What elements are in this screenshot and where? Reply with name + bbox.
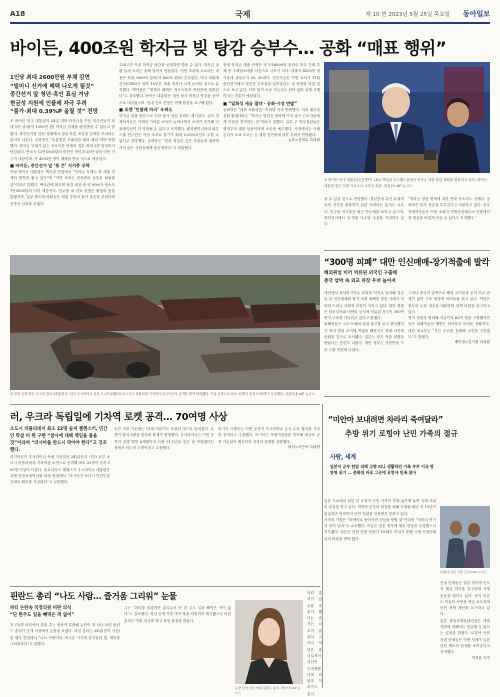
rohingya-body-3: 인권 단체들은 일본 정부에 인도적 체류 허가를 촉구하며 서명 운동을 벌이고 있다. 현지 언론도 이들의 사연을 연일 보도하며 난민 정책 개선을 요구하고 있다. xyxy=(440,581,490,617)
taiwan-body-4: 현지 경찰과 협력해 지금까지 60여 명을 구출했지만 남은 피해자들의 행방은 파악하기 어려운 상황이다. 대만 외교부는 “모든 수단을 동원해 국민을 구하겠다”고 밝혔다. xyxy=(408,316,490,340)
rohingya-family-photo xyxy=(440,506,490,568)
lead-subhead-1: ■ 바이든, 중간선거 앞 ‘통 큰’ 지지층 공략 xyxy=(10,163,90,169)
taiwan-column-2 xyxy=(408,290,490,388)
biden-photo xyxy=(324,62,490,173)
rohingya-column-2 xyxy=(440,580,490,686)
destroyed-train-illustration xyxy=(10,255,320,390)
taiwan-body-1: 대만에서 동남아시아로 취업을 미끼로 납치돼 감금된 뒤 인신매매와 장기 적출 피해를 당한 사례가 잇따라 드러나 사회적 파장이 커지고 있다. 대만 경찰은 캄보디아와 미얀마 등지에 억류된 자국민 300여 명이 구조를 기다리고 있다고 밝혔다. xyxy=(324,291,404,321)
vertical-divider xyxy=(322,404,323,688)
rohingya-deck: 추방 위기 로힝야 난민 가족의 절규 xyxy=(345,429,458,438)
lead-column-2 xyxy=(119,62,219,248)
biden-photo-illustration xyxy=(324,62,490,173)
lead-headline: 바이든, 400조원 학자금 빚 탕감 승부수… 공화 “매표 행위” xyxy=(10,39,447,59)
lead-subhead-3: ■ “일회성 세금 절약 · 공화·시장 반발” xyxy=(223,100,297,106)
rohingya-subdeck: 일본서 군부 탄압 피해 고향 떠나 생활하던 가족 부부 이국 땅 망명 위기 … 문화대 바로 그곳에 로힝야 민족 찾아 xyxy=(330,464,434,476)
masthead-rule xyxy=(10,22,490,24)
page-number: A18 xyxy=(10,10,26,18)
rohingya-byline: 이지윤 기자 xyxy=(471,655,490,660)
finland-column-1 xyxy=(10,622,120,684)
ukraine-headline: 러, 우크라 독립일에 기차역 로켓 공격… 70여명 사상 xyxy=(10,412,228,423)
lead-right-body-b: “학자금 탕감 정책에 대한 반대 목소리도 거세다. 공화당은 물가 상승을 부추긴다고 비판하고 있다. 일부 경제학자들은 이번 조치가 연방준비제도의 인플레이션 대응을 어렵게 만들 수 있다고 지적했다.” xyxy=(408,197,490,220)
rohingya-column-1 xyxy=(324,498,436,686)
rohingya-headline: “미안마 보내려면 차라리 죽여달라” xyxy=(328,415,443,424)
ukraine-train-photo xyxy=(10,255,320,390)
lead-body-2: 이날 바이든 대통령은 백악관 연설에서 “학자금 부채는 한 세대 전체의 발목을 잡고 있다”며 “이번 조치는 중산층의 숨통을 틔워줄 것”이라고 말했다. 백악관에 따르면 탕감 대상 중 약 90%가 연소득 7만5000달러 이하 계층이다. 민주당 내 진보 진영은 환영의 뜻을 밝혔지만, 일부 중도파 의원들은 재정 부담과 물가 상승을 우려하며 신중한 입장을 보였다. xyxy=(10,170,115,206)
lead-subhead-2: ■ 로젠 ‘인플레 자극’ 우려도 xyxy=(119,107,173,113)
biden-photo-caption: 조 바이든 미국 대통령(오른쪽)이 24일 백악관 루스벨트룸에서 학자금 대출 탕감 계획을 발표하고 있다. 바이든 대통령 옆은 미겔 카르도나 교육부 장관. 워싱턴=AP 뉴시스 xyxy=(324,178,487,188)
lead-body-6: 공화당은 “대표 포퓰리즘” 이라며 즉각 반발했다. 미치 매코널 상원 원내대표는 “학자금 탕감은 대학에 가지 않은 근로자들에게 부담을 전가하는 것”이라고 말했다. 일부 주 법무장관들은 행정부의 권한 남용이라며 소송을 예고했다. 시장에서는 국채 금리가 소폭 오르는 등 재정 건전성에 대한 우려가 반영됐다. xyxy=(223,107,320,137)
divider-finland-top xyxy=(10,586,320,587)
rohingya-subdeck-box xyxy=(330,464,438,494)
lead-deck-line: “빌미니 선거에 혜택 나오게 될것” xyxy=(10,83,94,90)
ukraine-body-4: 러시아 국방부는 이번 공격이 우크라이나 군사 수송 열차를 겨냥한 것이라고 주장했다. 러시아는 독립기념일을 전후해 대규모 공격 가능성이 제기되자 각지의 경계를 강화했다. xyxy=(218,427,320,444)
rohingya-section-label: 사람, 세계 xyxy=(330,454,356,461)
taiwan-deck-line: 해외취업 미끼 억류된 외국인 구출해 xyxy=(324,271,397,276)
masthead xyxy=(10,8,490,22)
lead-deck xyxy=(10,74,115,117)
lead-right-body-a: 을 수 있을 것으로 전망했다. 청년층과 흑인 유권자들의 지지를 회복하기 위한 조치라는 분석도 나온다. 민주당 지지율은 최근 반등세를 보이고 있으며, 중간선거에서 상·하원 다수당 수성을 기대하고 있다. xyxy=(324,197,404,227)
divider-taiwan-top xyxy=(324,250,490,251)
lead-column-3 xyxy=(223,62,320,248)
family-photo-illustration xyxy=(440,506,490,568)
finland-body-3: 마린 총리가 업무를 소홀히 했다는 증거는 나오지 않았다. 그러나 야당은 총리로서의 처신이 부적절했다며 비판을 이어가고 있다. xyxy=(307,591,322,696)
divider-ukraine-top xyxy=(10,404,320,405)
lead-right-col-b xyxy=(408,196,490,246)
lead-deck-line: “불가·최대 0.39%P 올릴 것” 전망 xyxy=(10,109,98,115)
finland-deck-line: “단 한주도 일을 빼먹은 적 없어” xyxy=(10,613,75,618)
finland-photo-caption: 눈물 보인 산나 마린 핀란드 총리. 라흐티=AP 뉴시스 xyxy=(235,686,301,695)
rohingya-photo-caption: 로힝야 난민 가족 도쿄=AP 뉴시스 xyxy=(440,570,487,574)
ukraine-body-3: 숨진 사람 가운데는 11세 어린이도 포함된 것으로 알려졌다. 로켓이 열차 5량을 덮치며 화재가 발생했다. 우크라이나는 이번 공격이 전쟁 발발 6개월이자 독립 31주년을 맞은 날 이뤄졌다는 점에서 의도적 도발이라고 주장했다. xyxy=(114,427,214,450)
taiwan-headline: “300명 피폐” 대만 인신매매-장기적출에 발칵 xyxy=(324,257,490,267)
finland-deck-line: 파티 논란속 국정의원 비판 의식 xyxy=(10,606,72,611)
newspaper-logo: 동아일보 xyxy=(462,10,490,18)
lead-byline: 뉴욕=김현수 특파원 xyxy=(288,138,320,143)
rohingya-body-4: 일본 출입국재류관리청은 개별 사안에 대해서는 언급할 수 없다는 입장을 밝혔다. 로힝야 난민 지원 단체들은 이번 사례가 일본 난민 제도의 문제를 보여준다고 지적했다. xyxy=(440,618,490,655)
lead-deck-line: 현금성 지원에 인플레 자극 우려 xyxy=(10,100,87,107)
ukraine-column-3 xyxy=(218,426,320,582)
taiwan-deck-line: 중국 압박 속 외교 파장 우려 높아져 xyxy=(324,278,396,284)
lead-body-3: 124시간 이내 학자금 탕감을 신청하면 받을 수 있다. 학자금 상환 유예 조치는 올해 말까지 연장된다. 이번 조치에 소요되는 비용은 최대 3000억 달러(약 400조 원)로 추산된다. 미국 의회예산국(CBO)은 향후 10년간 재정 적자가 크게 늘어날 것으로 분석했다. 백악관은 “정책의 혜택은 저소득층과 중산층에 집중된다”고 강조했다. 바이든 대통령은 대선 당시 학자금 탕감을 공약으로 내걸었으며, 당내 진보 진영은 전액 탕감을 요구해 왔다. xyxy=(119,63,219,105)
taiwan-column-1 xyxy=(324,290,404,388)
ukraine-body-2: 러시아군이 우크라이나 독립 기념일인 24일(현지 시간) 동부 소도시 차플리네의 기차역을 로켓으로 공격해 최소 22명이 숨지고 50명 이상이 다쳤다. 볼로디미르 젤렌스키 우크라이나 대통령은 유엔 안전보장이사회 화상 연설에서 “러시아가 또다시 민간인을 상대로 테러를 저질렀다”고 규탄했다. xyxy=(10,455,110,485)
finland-deck xyxy=(10,605,120,619)
taiwan-byline: 베이징=김기용 특파원 xyxy=(454,340,490,345)
finland-body-2: 그는 “파티를 즐겼지만 총리로서 단 한 주도 일을 빼먹은 적이 없다”고 강조했다. 영상 공개 이후 마약 복용 의혹까지 제기됐으나 마린 총리는 약물 검사를 받고 음성 판정을 받았다. xyxy=(124,606,231,623)
rohingya-body-2: 가족의 가장은 “미얀마로 돌아가면 죽임을 당할 것”이라며 “차라리 여기서 죽여 달라”고 호소했다. 이들은 일본 정부에 체류 연장을 신청했으나 거부됐다. 일본은 난민 인정 비율이 1%에도 미치지 못해 국제 인권단체들의 비판을 받아 왔다. xyxy=(324,517,436,541)
ukraine-column-2 xyxy=(114,426,214,582)
rohingya-body-1: 일본 도쿄에서 살던 한 로힝야 난민 가족이 추방 위기에 놓여 국제 사회의 관심을 받고 있다. 미얀마 군부의 탄압을 피해 고향을 떠난 지 10년이 넘었지만 아직까지 난민 지위를 인정받지 못하고 있다. xyxy=(324,499,437,516)
finland-column-3 xyxy=(307,590,322,696)
finland-headline: 핀란드 총리 “나도 사람… 즐거움 그리워” 눈물 xyxy=(10,591,177,601)
ukraine-column-1 xyxy=(10,426,110,582)
section-label: 국제 xyxy=(235,10,251,19)
woman-portrait-illustration xyxy=(235,600,303,684)
finland-body-1: 친구들과 파티에서 춤을 추는 영상이 유출돼 논란이 된 산나 마린 핀란드 총리가 공개 석상에서 눈물을 보였다. 마린 총리는 24일(현지 시간) 한 행사 연설에서 “나도 사람이다. 어두운 시기에 즐거움과 빛, 재미를 그리워한다”고 말했다. xyxy=(10,623,120,646)
ukraine-train-photo-caption: 러 포탄 공격 받은 우크라 열차 24일(현지 시간) 우크라이나 동부 드니프로페트로우스크주 차플리네 기차역이 러시아군의 공격을 받아 파괴됐다. 이날 공격으로 최소 22명이 숨지고 50명이 부상했다. 차플리네=AP 뉴시스 xyxy=(10,392,315,396)
ukraine-byline: 파리=조은아 특파원 xyxy=(288,444,320,449)
lead-body-5: 현재 학자금 대출 잔액은 약 1조6000억 달러로 미국 가계 부채 중 주택담보대출 다음으로 규모가 크다. 대출자 4500만 명 가운데 상당수가 20, 30대다. 전문가들은 이번 조치가 11월 중간선거에서 청년층 투표율을 끌어올리는 데 영향을 미칠 것으로 보고 있다. 다만 법적 소송 가능성도 남아 있어 실제 시행까지는 진통이 예상된다. xyxy=(223,63,320,99)
divider-ship-top xyxy=(324,396,490,397)
lead-deck-line: 1인당 최대 2600만원 부채 감면 xyxy=(10,75,90,81)
lead-column-1 xyxy=(10,118,115,248)
finland-pm-photo xyxy=(235,600,303,684)
lead-deck-line: 중간선거 앞 청년·흑인 표심 겨냥 xyxy=(10,92,89,98)
taiwan-deck xyxy=(324,270,490,285)
lead-body-1: 조 바이든 미국 대통령이 24일 대학 학자금을 가진 미국인들이 최대 1만 달러(약 1300만 원) 학자금 부채를 탕감받을 수 있다고 밝혔다. 중간선거를 앞둔 상황에서 청년·흑인 표심을 공략한 조치라는 분석이 나온다. 공화당은 “무분별한 포퓰리즘 매표 행위”라며 반발했다. 학자금 부채가 있는 저소득층 학생의 경우 최대 2만 달러까지 탕감된다. 연소득 12만5000달러 미만인 개인과 25만 달러 미만 가구가 대상이며, 약 4300만 명이 혜택을 받을 것으로 예상된다. xyxy=(10,119,115,161)
issue-info: 제 10 면 2023년 5월 25일 목요일 xyxy=(365,12,450,18)
taiwan-body-3: 그러나 중국의 압박으로 해당 국가들과 공식 외교 관계가 없어 구조 협상에 어려움을 겪고 있다. 야당은 정부의 늦장 대응을 비판하며 대책 마련을 촉구하고 있다. xyxy=(408,291,490,314)
taiwan-body-2: 피해자들은 고수익 해외 취업 광고를 보고 출국했다가 현지 범죄 조직에 여권을 빼앗기고 전화 사기에 동원된 것으로 조사됐다. 일부는 장기 적출 위협을 받았다는 증언도 나왔다. 대만 정부는 전담반을 꾸려 구출 작전에 나섰다. xyxy=(324,322,404,352)
lead-body-4: 학자금 대출 탕감으로 인한 물가 상승 우려도 제기된다. 일부 경제학자들은 가계의 가처분 소득이 늘어나면서 소비가 증가해 인플레이션이 더 악화될 수 있다고 지적했다. 펜실베이니아대 와튼스쿨 연구진은 이번 조치로 물가가 최대 0.39%포인트 오를 수 있다고 전망했다. 공화당은 “빚을 성실히 갚은 사람들과 대학에 가지 않은 사람들에게 불공정하다”고 비판했다. xyxy=(119,114,219,150)
finland-column-2 xyxy=(124,605,231,684)
ukraine-deck: 소도시 차플리네서 최소 22명 숨져 젤렌스키, 민간인 학살 비 판 구한 “참사에 대해 책임을 물을 것”이라며 “러시아를 반드시 막아야 한다”고 강조했다. xyxy=(10,427,108,453)
lead-right-col-a xyxy=(324,196,404,246)
